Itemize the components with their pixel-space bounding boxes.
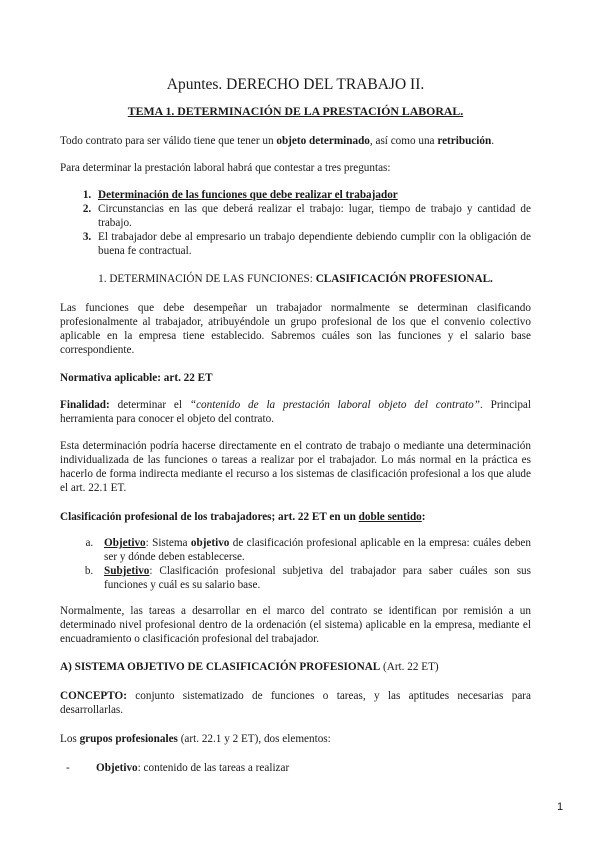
list-item-text: Determinación de las funciones que debe realizar el trabajador xyxy=(98,189,398,201)
elementos-list xyxy=(60,761,531,775)
grupos-text: Los xyxy=(60,733,80,745)
section-a-bold: A) SISTEMA OBJETIVO DE CLASIFICACIÓN PROFESIONAL xyxy=(60,661,381,673)
funciones-paragraph: Las funciones que debe desempeñar un trabajador normalmente se determinan clasificando profesionalmente al trabajador, atribuyéndole un grupo profesional de los que el convenio colectivo aplicable en la empresa tiene establecido. Sabremos cuáles son las funciones y el salario base correspondiente. xyxy=(60,302,531,356)
intro-text: . xyxy=(491,135,494,147)
concepto-label: CONCEPTO: xyxy=(60,690,127,702)
determinacion-paragraph: Esta determinación podría hacerse directamente en el contrato de trabajo o mediante una determinación individualizada de las funciones o tareas a realizar por el trabajador. Lo más normal en la práctica es hacerlo de forma indirecta mediante el recurso a los sistemas de clasificación profesional a los que alude el art. 22.1 ET. xyxy=(60,440,531,494)
list-item xyxy=(94,230,531,258)
clasificacion-underlined: doble sentido xyxy=(358,511,422,523)
preguntas-intro: Para determinar la prestación laboral habrá que contestar a tres preguntas: xyxy=(60,162,391,174)
normalmente-paragraph: Normalmente, las tareas a desarrollar en el marco del contrato se identifican por remisión a un determinado nivel profesional dentro de la ordenación (el sistema) aplicable en la empresa, mediante el encuadramiento o clasificación profesional del trabajador. xyxy=(60,605,531,645)
sentidos-list-wrap xyxy=(60,536,531,592)
clasificacion-text: Clasificación profesional de los trabajadores; art. 22 ET en un xyxy=(60,511,359,523)
list-item xyxy=(94,188,531,202)
elemento-text: : contenido de las tareas a realizar xyxy=(137,762,290,774)
section-1-bold: CLASIFICACIÓN PROFESIONAL. xyxy=(315,273,493,285)
sentido-text: : Clasificación profesional subjetiva del trabajador para saber cuáles son sus funciones y cuál es su salario base. xyxy=(104,565,531,591)
clasificacion-heading xyxy=(60,510,531,524)
grupos-text: (art. 22.1 y 2 ET), dos elementos: xyxy=(177,733,331,745)
finalidad-italic: “contenido de la prestación laboral objeto del contrato” xyxy=(189,399,480,411)
elemento-bold: Objetivo xyxy=(96,762,138,774)
list-item xyxy=(96,761,531,775)
finalidad-text: determinar el xyxy=(109,399,190,411)
clasificacion-text: : xyxy=(421,511,426,523)
section-1-heading xyxy=(60,272,531,286)
intro-text: Todo contrato para ser válido tiene que tener un xyxy=(60,135,277,147)
section-a-rest: (Art. 22 ET) xyxy=(380,661,439,673)
finalidad-text: . Principal herramienta para conocer el objeto del contrato. xyxy=(60,399,531,425)
section-1-prefix: 1. DETERMINACIÓN DE LAS FUNCIONES: xyxy=(98,273,316,285)
intro-bold-objeto: objeto determinado xyxy=(276,135,370,147)
list-item xyxy=(94,202,531,230)
intro-text: , así como una xyxy=(369,135,438,147)
finalidad-label: Finalidad: xyxy=(60,399,110,411)
section-a-heading xyxy=(60,660,531,674)
list-item-text: Circunstancias en las que deberá realizar el trabajo: lugar, tiempo de trabajo y cantidad de trabajo. xyxy=(98,203,531,229)
preguntas-list-wrap xyxy=(60,188,531,258)
elementos-list-wrap xyxy=(60,761,531,775)
intro-bold-retribucion: retribución xyxy=(437,135,492,147)
list-item xyxy=(96,564,531,592)
grupos-bold: grupos profesionales xyxy=(79,733,178,745)
list-item-text: El trabajador debe al empresario un trabajo dependiente debiendo cumplir con la obligación de buena fe contractual. xyxy=(98,231,531,257)
page-number: 1 xyxy=(557,801,564,813)
concepto-paragraph xyxy=(60,689,531,717)
tema-heading-text: TEMA 1. DETERMINACIÓN DE LA PRESTACIÓN LABORAL. xyxy=(127,104,464,118)
normativa-heading: Normativa aplicable: art. 22 ET xyxy=(60,372,213,384)
preguntas-list xyxy=(60,188,531,258)
sentidos-list xyxy=(60,536,531,592)
sentido-text: de clasificación profesional aplicable en la empresa: cuáles deben ser y dónde deben establecerse. xyxy=(104,537,531,563)
grupos-paragraph xyxy=(60,732,531,746)
sentido-bold: objetivo xyxy=(190,537,230,549)
list-item xyxy=(96,536,531,564)
document-title: Apuntes. DERECHO DEL TRABAJO II. xyxy=(166,76,425,93)
tema-heading xyxy=(60,104,531,118)
sentido-label: Objetivo xyxy=(104,537,146,549)
sentido-text: : Sistema xyxy=(145,537,191,549)
sentido-label: Subjetivo xyxy=(104,565,150,577)
intro-paragraph xyxy=(60,134,531,148)
finalidad-paragraph xyxy=(60,398,531,426)
concepto-text: conjunto sistematizado de funciones o tareas, y las aptitudes necesarias para desarrollarlas. xyxy=(60,690,531,716)
